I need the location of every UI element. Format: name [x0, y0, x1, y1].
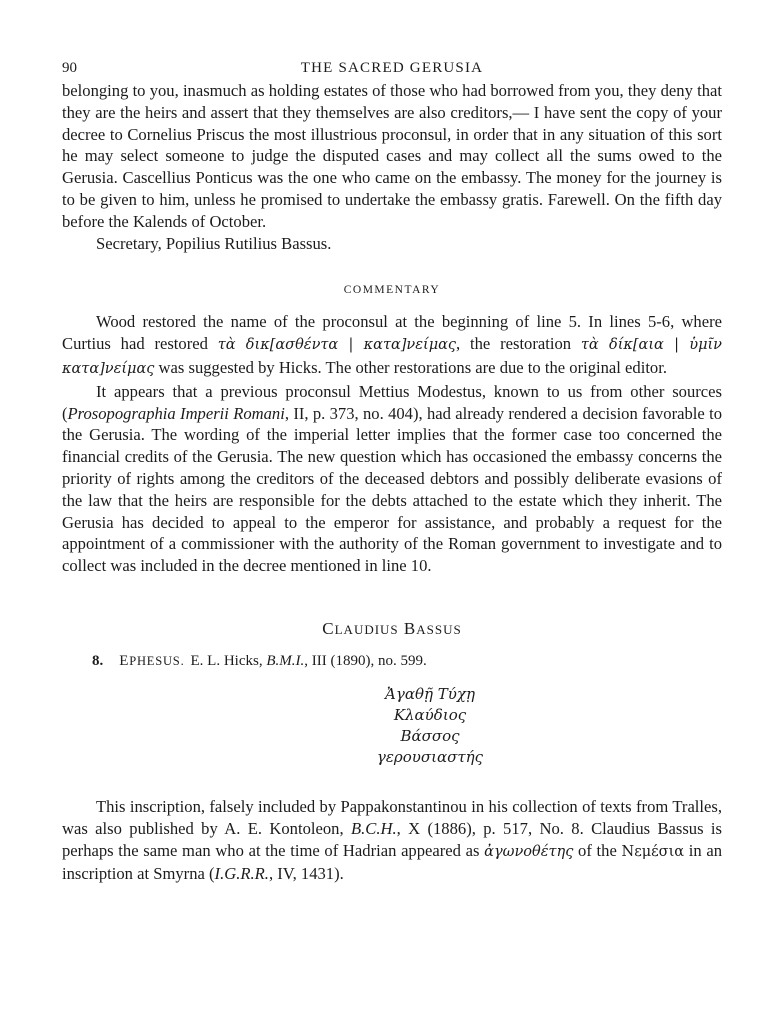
discussion-text-e: , IV, 1431).	[268, 864, 344, 884]
page-number: 90	[62, 60, 77, 76]
commentary-heading: COMMENTARY	[343, 284, 441, 297]
greek-nemesia: Νεμέσια	[621, 843, 685, 860]
heading-initial-b: B	[403, 618, 417, 638]
discussion-text-c: of the	[573, 840, 622, 860]
entry-number: 8.	[92, 652, 104, 669]
citation-bch: B.C.H.	[350, 818, 397, 838]
greek-agonothetes: ἀγωνοθέτης	[484, 843, 574, 860]
commentary-p1-text-c: was suggested by Hicks. The other restorations are due to the original editor.	[154, 357, 667, 377]
heading-rest-assus: ASSUS	[416, 621, 462, 637]
inscription-line-1: Ἀγαθῇ Τύχῃ	[385, 684, 475, 703]
inscription-line-3: Βάσσος	[400, 726, 460, 745]
commentary-p2-text-a: It appears that a previous proconsul Mettius Modestus, known to us from other sources (	[62, 381, 722, 423]
commentary-p2-text-b: , II, p. 373, no. 404), had already rendered a decision favorable to the Gerusia. The wording of the imperial letter implies that the former case too concerned the financial credits of the Gerusia. The new question which has occasioned the embassy concerns the priority of rights among the creditors of the deceased debtors and possibly deliberate evasions of the law that the heirs are responsible for the debts attached to the estate which they inherit. The Gerusia has decided to appeal to the emperor for assistance, and probably a request for the appointment of a commissioner with the authority of the Roman government to investigate and to collect was included in the decree mentioned in line 10.	[62, 403, 722, 576]
discussion-text-d: in an inscription at Smyrna (	[62, 840, 723, 884]
greek-restoration-curtius: τὰ δικ[ασθέντα | κατα]νείμας	[217, 337, 457, 354]
commentary-paragraph-2	[62, 381, 722, 577]
inscription-discussion	[62, 796, 722, 885]
commentary-p1-text-b: , the restoration	[456, 334, 581, 354]
discussion-text-a: This inscription, falsely included by Pappakonstantinou in his collection of texts from Tralles, was also published by A. E. Kontoleon,	[62, 796, 722, 838]
heading-initial-c: C	[322, 618, 335, 638]
greek-restoration-hicks: τὰ δίκ[αια | ὑμῖν κατα]νείμας	[62, 337, 722, 377]
greek-inscription-text	[62, 684, 722, 768]
inscription-entry	[62, 653, 722, 670]
entry-author: E. L. Hicks,	[190, 652, 267, 669]
inscription-line-4: γερουσιαστής	[376, 747, 484, 766]
inscription-heading	[62, 619, 722, 639]
entry-place	[119, 654, 184, 668]
inscription-line-2: Κλαύδιος	[393, 705, 467, 724]
letter-secretary: Secretary, Popilius Rutilius Bassus.	[96, 233, 332, 253]
running-title: THE SACRED GERUSIA	[300, 60, 484, 76]
discussion-text-b: , X (1886), p. 517, No. 8. Claudius Bassus is perhaps the same man who at the time of Hadrian appeared as	[62, 818, 722, 860]
commentary-paragraph-1	[62, 311, 722, 380]
heading-rest-laudius: LAUDIUS	[334, 621, 399, 637]
book-page	[62, 56, 722, 885]
letter-continuation: belonging to you, inasmuch as holding estates of those who had borrowed from you, they deny that they are the heirs and assert that they themselves are also creditors,— I have sent the copy of your decree to Cornelius Priscus the most illustrious proconsul, in order that in any situation of this sort he may select someone to judge the disputed cases and may collect all the sums owed to the Gerusia. Cascellius Ponticus was the one who came on the embassy. The money for the journey is to be given to him, unless he promised to undertake the embassy gratis. Farewell. On the fifth day before the Kalends of October.	[62, 81, 722, 231]
citation-prosopographia: Prosopographia Imperii Romani	[67, 403, 285, 423]
running-head	[62, 56, 722, 80]
entry-place-rest: PHESUS.	[129, 653, 185, 668]
entry-place-initial: E	[119, 652, 130, 669]
citation-igrr: I.G.R.R.	[214, 864, 269, 884]
entry-work: B.M.I.	[266, 652, 305, 669]
entry-details: , III (1890), no. 599.	[304, 652, 427, 669]
commentary-p1-text-a: Wood restored the name of the proconsul at the beginning of line 5. In lines 5-6, where Curtius had restored	[62, 312, 722, 354]
